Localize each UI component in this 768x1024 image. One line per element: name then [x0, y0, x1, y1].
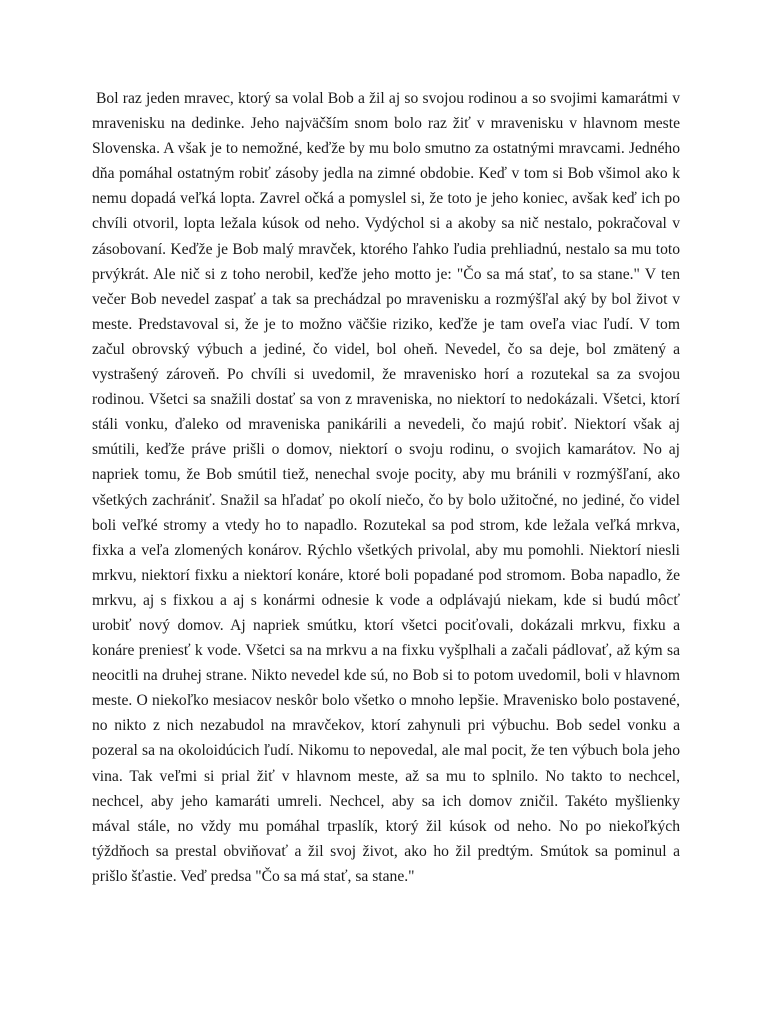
text-line: no nikto z nich nezabudol na mravčekov, ktorí zahynuli pri výbuchu. Bob sedel vonku a	[92, 717, 680, 735]
text-line: mrkvu, niektorí fixku a niektorí konáre, ktoré boli popadané pod stromom. Boba napadlo, že	[92, 566, 680, 584]
text-line: chvíli otvoril, lopta ležala kúsok od neho. Vydýchol si a akoby sa nič nestalo, pokračoval v	[92, 215, 680, 233]
text-line: rodinou. Všetci sa snažili dostať sa von z mraveniska, no niektorí to nedokázali. Všetci, ktorí	[92, 391, 680, 409]
text-line: dňa pomáhal ostatným robiť zásoby jedla na zimné obdobie. Keď v tom si Bob všimol ako k	[92, 165, 680, 183]
text-line: nemu dopadá veľká lopta. Zavrel očká a pomyslel si, že toto je jeho koniec, avšak keď ich po	[92, 190, 680, 208]
text-line: začul obrovský výbuch a jediné, čo videl, bol oheň. Nevedel, čo sa deje, bol zmätený a	[92, 340, 680, 358]
text-line: fixka a veľa zlomených konárov. Rýchlo všetkých privolal, aby mu pomohli. Niektorí niesli	[92, 541, 680, 559]
text-line: mravenisku na dedinke. Jeho najväčším snom bolo raz žiť v mravenisku v hlavnom meste	[92, 115, 680, 133]
text-line: vina. Tak veľmi si prial žiť v hlavnom meste, až sa mu to splnilo. No takto to nechcel,	[92, 767, 680, 785]
text-line: Bol raz jeden mravec, ktorý sa volal Bob a žil aj so svojou rodinou a so svojimi kamarátmi v	[96, 90, 680, 107]
story-text	[92, 86, 680, 889]
text-line: konáre preniesť k vode. Všetci sa na mrkvu a na fixku vyšplhali a začali pádlovať, až kým sa	[92, 642, 680, 660]
text-line: boli veľké stromy a vtedy ho to napadlo. Rozutekal sa pod strom, kde ležala veľká mrkva,	[92, 516, 680, 534]
text-line: zásobovaní. Keďže je Bob malý mravček, ktorého ľahko ľudia prehliadnú, nestalo sa mu toto	[92, 240, 680, 258]
text-line: prišlo šťastie. Veď predsa "Čo sa má stať, sa stane."	[92, 867, 415, 885]
text-line: neocitli na druhej strane. Nikto nevedel kde sú, no Bob si to potom uvedomil, boli v hlavnom	[92, 667, 680, 685]
text-line: prvýkrát. Ale nič si z toho nerobil, keďže jeho motto je: "Čo sa má stať, to sa stane." V ten	[92, 265, 680, 283]
text-line: napriek tomu, že Bob smútil tiež, nenechal svoje pocity, aby mu bránili v rozmýšľaní, ako	[92, 466, 680, 484]
text-line: pozeral sa na okoloidúcich ľudí. Nikomu to nepovedal, ale mal pocit, že ten výbuch bola jeho	[92, 742, 680, 760]
text-line: nechcel, aby jeho kamaráti umreli. Nechcel, aby sa ich domov zničil. Takéto myšlienky	[92, 792, 680, 810]
text-line: vystrašený zároveň. Po chvíli si uvedomil, že mravenisko horí a rozutekal sa za svojou	[92, 366, 680, 384]
text-line: stáli vonku, ďaleko od mraveniska panikárili a nevedeli, čo majú robiť. Niektorí však aj	[92, 416, 680, 434]
text-line: meste. O niekoľko mesiacov neskôr bolo všetko o mnoho lepšie. Mravenisko bolo postavené,	[92, 692, 680, 710]
text-line: meste. Predstavoval si, že je to možno väčšie riziko, keďže je tam oveľa viac ľudí. V tom	[92, 315, 680, 333]
text-line: týždňoch sa prestal obviňovať a žil svoj život, ako ho žil predtým. Smútok sa pominul a	[92, 842, 680, 860]
text-line: mával stále, no vždy mu pomáhal trpaslík, ktorý žil kúsok od neho. No po niekoľkých	[92, 817, 680, 835]
text-line: urobiť nový domov. Aj napriek smútku, ktorí všetci pociťovali, dokázali mrkvu, fixku a	[92, 616, 680, 634]
text-line: smútili, keďže práve prišli o domov, niektorí o svoju rodinu, o svojich kamarátov. No aj	[92, 441, 680, 459]
text-line: Slovenska. A však je to nemožné, keďže by mu bolo smutno za ostatnými mravcami. Jedného	[92, 140, 680, 158]
text-line: mrkvu, aj s fixkou a aj s konármi odnesie k vode a odplávajú niekam, kde si budú môcť	[92, 591, 680, 609]
text-line: večer Bob nevedel zaspať a tak sa prechádzal po mravenisku a rozmýšľal aký by bol život v	[92, 290, 680, 308]
text-line: všetkých zachrániť. Snažil sa hľadať po okolí niečo, čo by bolo užitočné, no jediné, čo videl	[92, 491, 680, 509]
